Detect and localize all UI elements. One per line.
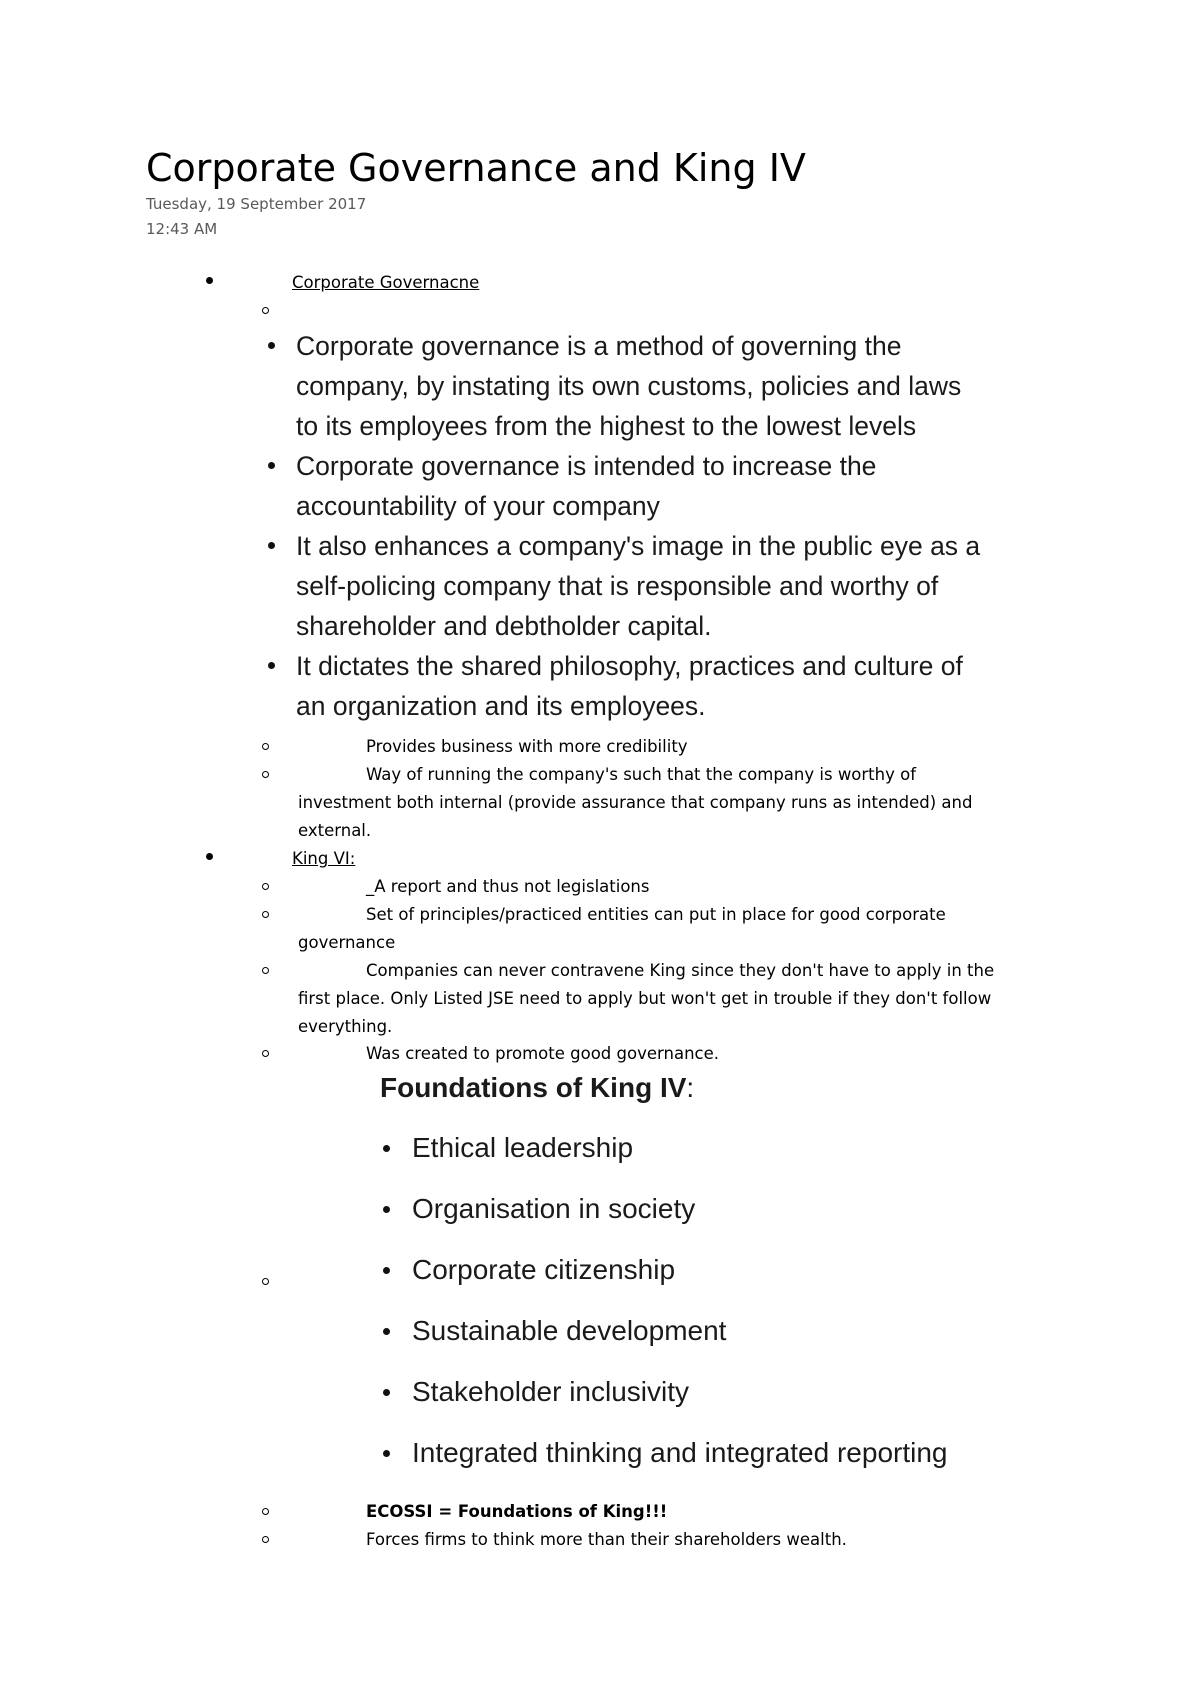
slide-line: an organization and its employees. <box>296 691 706 721</box>
bullet-filled-icon <box>206 853 213 860</box>
list-item: Provides business with more credibility <box>366 737 688 756</box>
slide-bullet-icon <box>268 462 275 469</box>
slide-bullet-icon <box>268 542 275 549</box>
section-heading-king: King VI: <box>292 849 356 868</box>
section-heading-corporate-governance: Corporate Governacne <box>292 273 480 292</box>
foundations-heading-colon: : <box>686 1072 695 1103</box>
list-item-line: everything. <box>298 1017 393 1036</box>
foundation-item: Stakeholder inclusivity <box>412 1376 690 1407</box>
slide-bullet-icon <box>268 662 275 669</box>
slide-bullet-icon <box>383 1450 390 1457</box>
slide-bullet-icon <box>383 1145 390 1152</box>
page-date: Tuesday, 19 September 2017 <box>146 195 367 213</box>
slide-line: Corporate governance is a method of governing the <box>296 331 902 361</box>
slide-line: accountability of your company <box>296 491 660 521</box>
list-item-line: investment both internal (provide assurance that company runs as intended) and <box>298 793 973 812</box>
list-item: _A report and thus not legislations <box>366 877 650 896</box>
bullet-open-icon <box>262 967 269 974</box>
list-item-line: Way of running the company's such that the company is worthy of <box>366 765 917 784</box>
bullet-open-icon <box>262 911 269 918</box>
slide-bullet-icon <box>383 1206 390 1213</box>
bullet-open-icon <box>262 1278 269 1285</box>
list-item-line: Set of principles/practiced entities can put in place for good corporate <box>366 905 946 924</box>
list-item: Was created to promote good governance. <box>366 1044 719 1063</box>
foundation-item: Corporate citizenship <box>412 1254 676 1285</box>
slide-bullet-icon <box>383 1267 390 1274</box>
bullet-open-icon <box>262 743 269 750</box>
bullet-open-icon <box>262 771 269 778</box>
bullet-open-icon <box>262 1536 269 1543</box>
bullet-open-icon <box>262 883 269 890</box>
foundation-item: Sustainable development <box>412 1315 727 1346</box>
slide-line: company, by instating its own customs, policies and laws <box>296 371 962 401</box>
slide-line: It dictates the shared philosophy, practices and culture of <box>296 651 963 681</box>
bullet-open-icon <box>262 307 269 314</box>
foundation-item: Integrated thinking and integrated reporting <box>412 1437 948 1468</box>
bullet-filled-icon <box>206 277 213 284</box>
slide-bullet-icon <box>383 1389 390 1396</box>
list-item-line: first place. Only Listed JSE need to apply but won't get in trouble if they don't follow <box>298 989 992 1008</box>
bullet-open-icon <box>262 1508 269 1515</box>
ecossi-note: ECOSSI = Foundations of King!!! <box>366 1502 668 1521</box>
list-item: Forces firms to think more than their shareholders wealth. <box>366 1530 847 1549</box>
bullet-open-icon <box>262 1050 269 1057</box>
slide-line: shareholder and debtholder capital. <box>296 611 712 641</box>
foundations-heading-text: Foundations of King IV <box>380 1072 687 1103</box>
slide-line: Corporate governance is intended to increase the <box>296 451 877 481</box>
slide-line: to its employees from the highest to the lowest levels <box>296 411 917 441</box>
page-title: Corporate Governance and King IV <box>146 146 806 190</box>
foundation-item: Ethical leadership <box>412 1132 634 1163</box>
list-item-line: external. <box>298 821 372 840</box>
page-time: 12:43 AM <box>146 220 218 238</box>
slide-line: It also enhances a company's image in the public eye as a <box>296 531 981 561</box>
list-item-line: governance <box>298 933 396 952</box>
list-item-line: Companies can never contravene King since they don't have to apply in the <box>366 961 995 980</box>
slide-line: self-policing company that is responsible and worthy of <box>296 571 939 601</box>
foundations-heading <box>380 1068 694 1108</box>
slide-bullet-icon <box>268 342 275 349</box>
foundation-item: Organisation in society <box>412 1193 696 1224</box>
slide-bullet-icon <box>383 1328 390 1335</box>
